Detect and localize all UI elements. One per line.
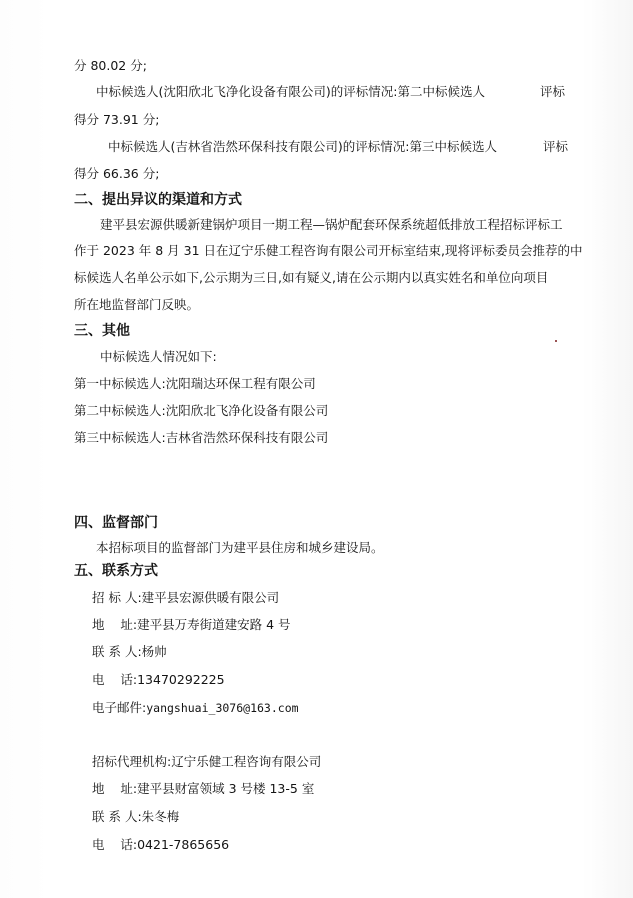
section-2-line-2: 作于 2023 年 8 月 31 日在辽宁乐健工程咨询有限公司开标室结束,现将评标委员会推荐的中: [74, 243, 583, 258]
agency-label: 招标代理机构:: [92, 754, 172, 769]
agency-contact-row: [92, 809, 179, 825]
agency-address-label: 地 址:: [92, 781, 138, 796]
phone-value: 13470292225: [137, 672, 225, 687]
agency-value: 辽宁乐健工程咨询有限公司: [171, 754, 322, 769]
section-4-text: 本招标项目的监督部门为建平县住房和城乡建设局。: [96, 540, 384, 555]
section-3-intro: 中标候选人情况如下:: [100, 349, 217, 364]
tenderer-label: 招 标 人:: [92, 590, 142, 605]
agency-contact-value: 朱冬梅: [141, 809, 180, 824]
score-line-2: 得分 73.91 分;: [74, 112, 160, 127]
candidate-2-intro: 中标候选人(沈阳欣北飞净化设备有限公司)的评标情况:第二中标候选人: [96, 84, 485, 99]
contact-label: 联 系 人:: [92, 644, 142, 659]
email-value: yangshuai_3076@163.com: [146, 701, 299, 715]
candidate-3-intro: 中标候选人(吉林省浩然环保科技有限公司)的评标情况:第三中标候选人: [108, 139, 497, 154]
email-row: [92, 700, 299, 716]
tenderer-row: [92, 590, 279, 606]
email-label: 电子邮件:: [92, 700, 147, 715]
contact-row: [92, 644, 167, 660]
contact-value: 杨帅: [141, 644, 167, 659]
agency-contact-label: 联 系 人:: [92, 809, 142, 824]
tenderer-value: 建平县宏源供暖有限公司: [141, 590, 280, 605]
candidate-third: 第三中标候选人:吉林省浩然环保科技有限公司: [74, 430, 329, 445]
section-2-line-1: 建平县宏源供暖新建锅炉项目一期工程—锅炉配套环保系统超低排放工程招标评标工: [100, 217, 563, 232]
section-4-title: 四、监督部门: [74, 515, 158, 531]
agency-row: [92, 754, 321, 770]
section-2-line-3: 标候选人名单公示如下,公示期为三日,如有疑义,请在公示期内以真实姓名和单位向项目: [74, 270, 549, 285]
section-5-title: 五、联系方式: [74, 563, 158, 579]
candidate-3-evaluate: 评标: [543, 139, 569, 154]
agency-phone-label: 电 话:: [92, 837, 138, 852]
agency-phone-value: 0421-7865656: [137, 837, 230, 852]
address-row: [92, 617, 291, 633]
section-2-line-4: 所在地监督部门反映。: [74, 297, 200, 312]
score-line-1: 分 80.02 分;: [74, 58, 147, 73]
section-2-title: 二、提出异议的渠道和方式: [74, 192, 242, 208]
candidate-second: 第二中标候选人:沈阳欣北飞净化设备有限公司: [74, 403, 329, 418]
section-3-title: 三、其他: [74, 323, 130, 339]
address-value: 建平县万寿街道建安路 4 号: [137, 617, 291, 632]
agency-address-value: 建平县财富领域 3 号楼 13-5 室: [137, 781, 315, 796]
ink-speck: [555, 340, 557, 342]
address-label: 地 址:: [92, 617, 138, 632]
phone-row: [92, 672, 225, 688]
agency-phone-row: [92, 837, 229, 853]
score-line-3: 得分 66.36 分;: [74, 166, 160, 181]
candidate-first: 第一中标候选人:沈阳瑞达环保工程有限公司: [74, 376, 316, 391]
agency-address-row: [92, 781, 314, 797]
phone-label: 电 话:: [92, 672, 138, 687]
candidate-2-evaluate: 评标: [540, 84, 566, 99]
